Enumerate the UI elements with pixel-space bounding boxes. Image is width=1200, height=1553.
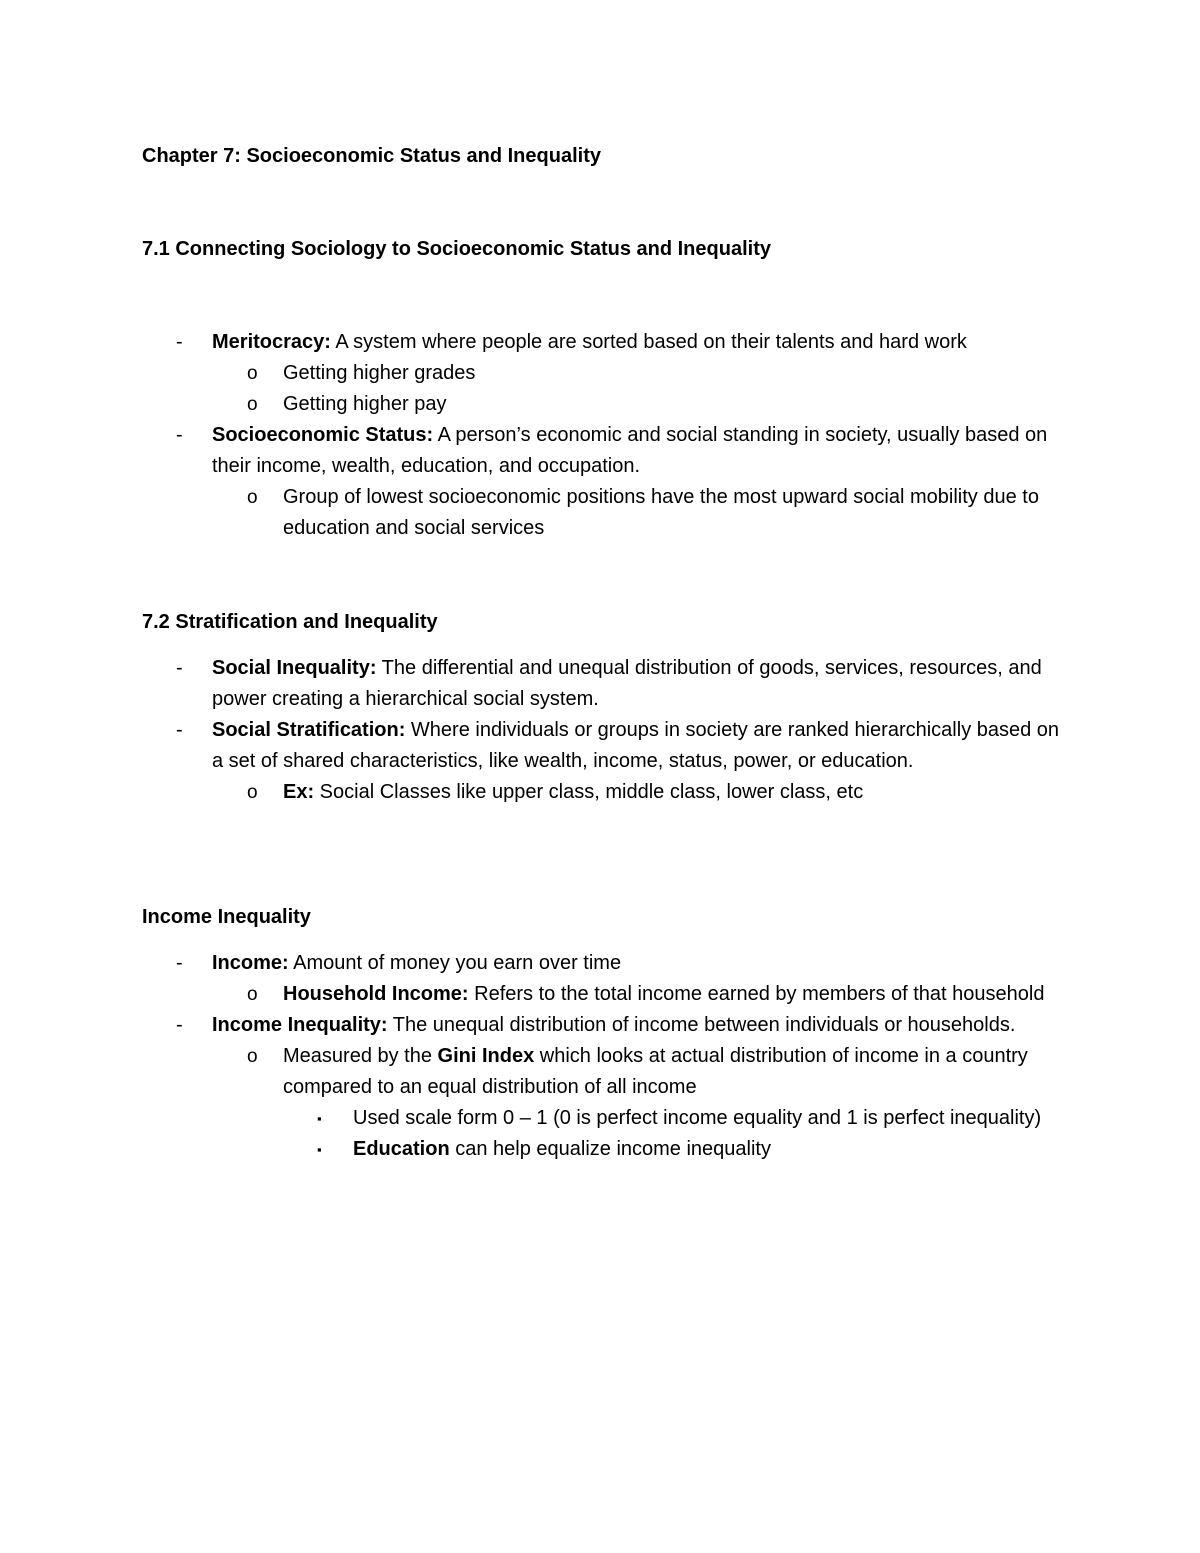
circle-marker: o [247, 1046, 258, 1067]
term-household-income: Household Income: [283, 983, 469, 1005]
section-heading-7-2: 7.2 Stratification and Inequality [142, 611, 438, 633]
sub-sub-bullet-scale [0, 1103, 1073, 1134]
sub-bullet-household-income [0, 979, 1073, 1010]
sub-bullet-higher-pay [0, 389, 1073, 420]
definition-social-stratification: Where individuals or groups in society are ranked hierarchically based on a set of shared characteristics, like wealth, income, status, power, or education. [212, 719, 1060, 772]
dash-marker: - [176, 719, 183, 741]
sub-bullet-text: Getting higher grades [283, 362, 476, 384]
term-gini-index: Gini Index [437, 1045, 535, 1067]
chapter-title: Chapter 7: Socioeconomic Status and Inequality [142, 145, 601, 167]
term-income-inequality: Income Inequality: [212, 1014, 388, 1036]
term-social-stratification: Social Stratification: [212, 719, 406, 741]
square-marker: ▪ [317, 1111, 322, 1126]
definition-income: Amount of money you earn over time [288, 952, 622, 974]
dash-marker: - [176, 331, 183, 353]
sub-bullet-example-classes [0, 777, 1073, 808]
sub-bullet-text: Getting higher pay [283, 393, 447, 415]
bullet-income [0, 948, 1072, 979]
bullet-meritocracy [0, 327, 1072, 358]
definition-household-income: Refers to the total income earned by members of that household [468, 983, 1045, 1005]
term-meritocracy: Meritocracy: [212, 331, 331, 353]
dash-marker: - [176, 1014, 183, 1036]
term-education: Education [353, 1138, 450, 1160]
circle-marker: o [247, 984, 258, 1005]
definition-meritocracy: A system where people are sorted based on their talents and hard work [330, 331, 967, 353]
sub-bullet-gini-index [0, 1041, 1073, 1103]
square-marker: ▪ [317, 1142, 322, 1157]
sub-bullet-higher-grades [0, 358, 1073, 389]
section-heading-income-inequality: Income Inequality [142, 906, 311, 928]
sub-bullet-upward-mobility [0, 482, 1073, 544]
section-7-1-list [0, 327, 1200, 544]
term-income: Income: [212, 952, 289, 974]
section-heading-7-1: 7.1 Connecting Sociology to Socioeconomic Status and Inequality [142, 238, 771, 260]
definition-socioeconomic-status: A person’s economic and social standing in society, usually based on their income, wealth, education, and occupation. [212, 424, 1048, 477]
sub-bullet-text: Group of lowest socioeconomic positions have the most upward social mobility due to education and social services [283, 486, 1039, 539]
circle-marker: o [247, 363, 258, 384]
bullet-social-stratification [0, 715, 1072, 777]
term-social-inequality: Social Inequality: [212, 657, 377, 679]
section-7-2-list [0, 653, 1200, 808]
term-socioeconomic-status: Socioeconomic Status: [212, 424, 434, 446]
circle-marker: o [247, 487, 258, 508]
education-text: can help equalize income inequality [449, 1138, 771, 1160]
gini-text-post: which looks at actual distribution of income in a country compared to an equal distribution of all income [283, 1045, 1028, 1098]
circle-marker: o [247, 394, 258, 415]
bullet-socioeconomic-status [0, 420, 1072, 482]
definition-income-inequality: The unequal distribution of income between individuals or households. [387, 1014, 1016, 1036]
definition-social-inequality: The differential and unequal distribution of goods, services, resources, and power creating a hierarchical social system. [212, 657, 1042, 710]
bullet-social-inequality [0, 653, 1072, 715]
dash-marker: - [176, 424, 183, 446]
gini-text-pre: Measured by the [283, 1045, 438, 1067]
term-example: Ex: [283, 781, 315, 803]
circle-marker: o [247, 782, 258, 803]
scale-text: Used scale form 0 – 1 (0 is perfect income equality and 1 is perfect inequality) [353, 1107, 1042, 1129]
sub-sub-bullet-education [0, 1134, 1073, 1165]
income-inequality-list [0, 948, 1200, 1165]
dash-marker: - [176, 657, 183, 679]
example-text: Social Classes like upper class, middle class, lower class, etc [314, 781, 864, 803]
dash-marker: - [176, 952, 183, 974]
bullet-income-inequality [0, 1010, 1072, 1041]
